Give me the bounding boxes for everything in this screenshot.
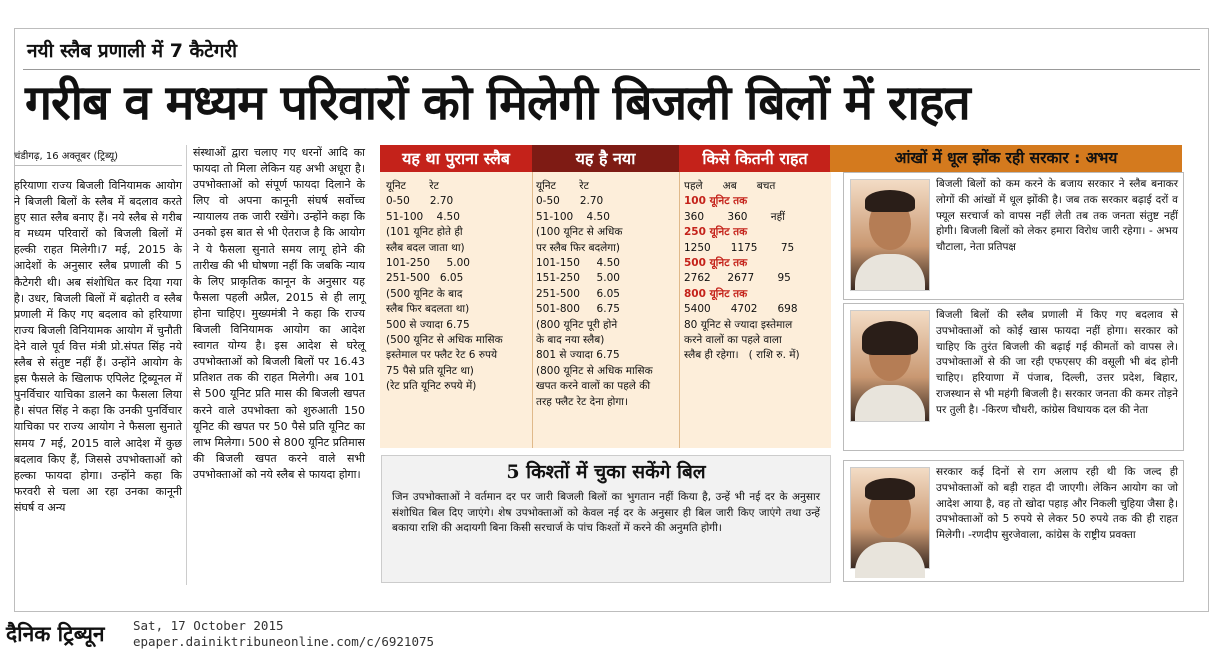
- table-row: (500 यूनिट से अधिक मासिक: [386, 334, 503, 347]
- quote-box-randeep: [843, 460, 1184, 582]
- table-row: पर स्लैब फिर बदलेगा): [536, 241, 620, 254]
- edition-date: Sat, 17 October 2015: [133, 618, 284, 633]
- table-row: इस्तेमाल पर फ्लैट रेट 6 रुपये: [386, 349, 498, 362]
- portrait-photo: [850, 310, 930, 422]
- table-row: खपत करने वालों का पहले की: [536, 380, 651, 393]
- relief-header: किसे कितनी राहत: [679, 145, 831, 172]
- table-row: 0-50 2.70: [536, 195, 604, 208]
- table-row: (800 यूनिट पूरी होने: [536, 318, 618, 331]
- table-row: 250 यूनिट तक: [684, 226, 748, 239]
- article-column-2: [193, 145, 365, 483]
- table-row: (100 यूनिट से अधिक: [536, 226, 623, 239]
- table-row: 500 से ज्यादा 6.75: [386, 318, 470, 331]
- column-divider: [186, 145, 187, 585]
- table-divider: [532, 172, 533, 448]
- portrait-photo: [850, 467, 930, 569]
- table-row: 360 360 नहीं: [684, 210, 785, 223]
- new-slab-table: [536, 179, 675, 410]
- newspaper-logo: [6, 620, 105, 648]
- table-row: 151-250 5.00: [536, 272, 620, 285]
- table-row: स्लैब बदल जाता था): [386, 241, 465, 254]
- table-row: 75 पैसे प्रति यूनिट था): [386, 364, 474, 377]
- tariff-tables: [380, 145, 831, 448]
- edition-info: [133, 618, 434, 650]
- table-row: स्लैब फिर बदलता था): [386, 303, 470, 316]
- column-1-text: हरियाणा राज्य बिजली विनियामक आयोग ने बिजली बिलों के स्लैब में बदलाव करते हुए सात स्लैब बनाए हैं। नये स्लैब से गरीब व मध्यम परिवारों को बिजली बिलों में हल्की राहत मिलेगी।7 मई, 2015 के आदेशों के अनुसार स्लैब प्रणाली की 5 कैटेगरी थी। अब संशोधित कर दिया गया है। उधर, बिजली बिलों में बढ़ोतरी व स्लैब प्रणाली में किए गए बदलाव को हरियाणा राज्य बिजली विनियामक आयोग में चुनौती देने वाले पूर्व वित्त मंत्री प्रो.संपत सिंह नये स्लैब से संतुष्ट नहीं हैं। उन्होंने आयोग के इस फैसले के खिलाफ एपिलेट ट्रिब्यूनल में पुनर्विचार याचिका डालने का फैसला लिया है। संपत सिंह ने कहा कि उनकी पुनर्विचार याचिका पर राज्य आयोग ने फैसला सुनाते समय 7 मई, 2015 वाले आदेश में कुछ बदलाव किए हैं, जिससे उपभोक्ताओं को हल्का फायदा होगा। उन्होंने कहा कि फरवरी से चला आ रहा उनका कानूनी संघर्ष व अन्य: [14, 179, 182, 514]
- old-slab-header: यह था पुराना स्लैब: [380, 145, 532, 172]
- table-row: 0-50 2.70: [386, 195, 454, 208]
- table-row: के बाद नया स्लैब): [536, 334, 605, 347]
- article-column-1: [14, 178, 182, 516]
- column-2-text: संस्थाओं द्वारा चलाए गए धरनों आदि का फायदा तो मिला लेकिन यह अभी अधूरा है। उपभोक्ताओं को संपूर्ण फायदा दिलाने के लिए वो अपना कानूनी संघर्ष सर्वोच्च न्यायालय तक जारी रखेंगे। उन्होंने कहा कि उनको इस बात से भी ऐतराज है कि आयोग ने ये फैसला सुनाते समय लागू होने की तारीख की भी घोषणा नहीं कि जबकि न्याय के लिए प्राकृतिक कानून के अनुसार यह फैसला पहली अप्रैल, 2015 से ही लागू होना चाहिए। मुख्यमंत्री ने कहा कि राज्य बिजली विनियामक आयोग का आदेश स्वागत योग्य है। इस आदेश से घरेलू उपभोक्ताओं को बिजली बिलों पर 16.43 प्रतिशत तक की राहत मिलेगी। अब 101 से 500 यूनिट प्रति मास की बिजली खपत करने वाले उपभोक्ता को शुरुआती 150 यूनिट की खपत पर 50 पैसे प्रति यूनिट का लाभ मिलेगा। 500 से 800 यूनिट प्रतिमास की बिजली खपत करने वाले सभी उपभोक्ताओं को नये स्लैब से फायदा होगा।: [193, 146, 365, 481]
- logo-text: दैनिक ट्रिब्यून: [6, 621, 105, 646]
- table-row: 5400 4702 698: [684, 303, 798, 316]
- table-row: स्लैब ही रहेगा। ( राशि रु. में): [684, 349, 800, 362]
- table-row: करने वालों का पहले वाला: [684, 334, 782, 347]
- portrait-photo: [850, 179, 930, 291]
- table-row: 1250 1175 75: [684, 241, 795, 254]
- relief-table: [684, 179, 829, 364]
- table-row: यूनिट रेट: [536, 180, 589, 192]
- table-row: 251-500 6.05: [536, 287, 620, 300]
- table-row: 251-500 6.05: [386, 272, 464, 285]
- dateline: चंडीगढ़, 16 अक्तूबर (ट्रिब्यू): [14, 148, 182, 166]
- table-row: 101-150 4.50: [536, 257, 620, 270]
- installments-title: 5 किश्तों में चुका सकेंगे बिल: [506, 461, 706, 483]
- table-row: (800 यूनिट से अधिक मासिक: [536, 364, 653, 377]
- divider: [23, 69, 1200, 70]
- table-row: (रेट प्रति यूनिट रुपये में): [386, 380, 477, 393]
- table-row: 500 यूनिट तक: [684, 257, 748, 270]
- old-slab-table: [386, 179, 528, 395]
- table-row: (101 यूनिट होते ही: [386, 226, 463, 239]
- new-slab-header: यह है नया: [532, 145, 679, 172]
- quote-text: बिजली बिलों को कम करने के बजाय सरकार ने स्लैब बनाकर लोगों की आंखों में धूल झोंकी है। जब तक सरकार बढ़ाई दरों व फ्यूल सरचार्ज को वापस नहीं लेती तब तक जनता संतुष्ट नहीं होगी। बिजली बिलों को लेकर हमारा विरोध जारी रहेगा। - अभय चौटाला, नेता प्रतिपक्ष: [936, 178, 1178, 254]
- quote-text: सरकार कई दिनों से राग अलाप रही थी कि जल्द ही उपभोक्ताओं को बड़ी राहत दी जाएगी। लेकिन आयोग का जो आदेश आया है, वह तो खोदा पहाड़ और निकली चुहिया जैसा है। उपभोक्ताओं को 5 रुपये से लेकर 50 रुपये तक की ही राहत मिलेगी। -रणदीप सुरजेवाला, कांग्रेस के राष्ट्रीय प्रवक्ता: [936, 466, 1178, 542]
- headline: गरीब व मध्यम परिवारों को मिलेगी बिजली बिलों में राहत: [25, 75, 970, 131]
- reactions-header: आंखों में धूल झोंक रही सरकार : अभय: [830, 145, 1182, 172]
- table-row: 51-100 4.50: [536, 210, 610, 223]
- kicker-line: नयी स्लैब प्रणाली में 7 कैटेगरी: [27, 40, 238, 62]
- table-row: 101-250 5.00: [386, 257, 470, 270]
- table-row: (500 यूनिट के बाद: [386, 287, 463, 300]
- quote-text: बिजली बिलों की स्लैब प्रणाली में किए गए बदलाव से उपभोक्ताओं को कोई खास फायदा नहीं होगा। सरकार को चाहिए कि तुरंत बिजली की बढ़ाई गई कीमतों को वापस ले। उपभोक्ताओं से की जा रही एफएसए की वसूली भी बंद होनी चाहिए। हरियाणा में पंजाब, दिल्ली, उत्तर प्रदेश, बिहार, राजस्थान से भी महंगी बिजली है। सरकार जनता की कमर तोड़ने पर तुली है। -किरण चौधरी, कांग्रेस विधायक दल की नेता: [936, 309, 1178, 416]
- table-row: पहले अब बचत: [684, 180, 776, 192]
- table-row: 51-100 4.50: [386, 210, 460, 223]
- table-row: 2762 2677 95: [684, 272, 791, 285]
- edition-url[interactable]: epaper.dainiktribuneonline.com/c/6921075: [133, 634, 435, 649]
- table-row: 100 यूनिट तक: [684, 195, 748, 208]
- quote-box-abhay: [843, 172, 1184, 300]
- table-row: 800 यूनिट तक: [684, 287, 748, 300]
- table-row: 80 यूनिट से ज्यादा इस्तेमाल: [684, 318, 793, 331]
- table-row: 501-800 6.75: [536, 303, 620, 316]
- table-row: 801 से ज्यादा 6.75: [536, 349, 620, 362]
- table-row: यूनिट रेट: [386, 180, 439, 192]
- quote-box-kiran: [843, 303, 1184, 451]
- installments-box: [381, 455, 831, 583]
- installments-body: जिन उपभोक्ताओं ने वर्तमान दर पर जारी बिजली बिलों का भुगतान नहीं किया है, उन्हें भी नई दर के अनुसार संशोधित बिल दिए जाएंगे। शेष उपभोक्ताओं को केवल नई दर के अनुसार ही बिल जारी किए जाएंगे तथा उन्हें बकाया राशि की अदायगी बिना किसी सरचार्ज के पांच किश्तों में करने की अनुमति होगी।: [392, 491, 820, 534]
- table-divider: [679, 172, 680, 448]
- table-row: तरह फ्लैट रेट देना होगा।: [536, 395, 628, 408]
